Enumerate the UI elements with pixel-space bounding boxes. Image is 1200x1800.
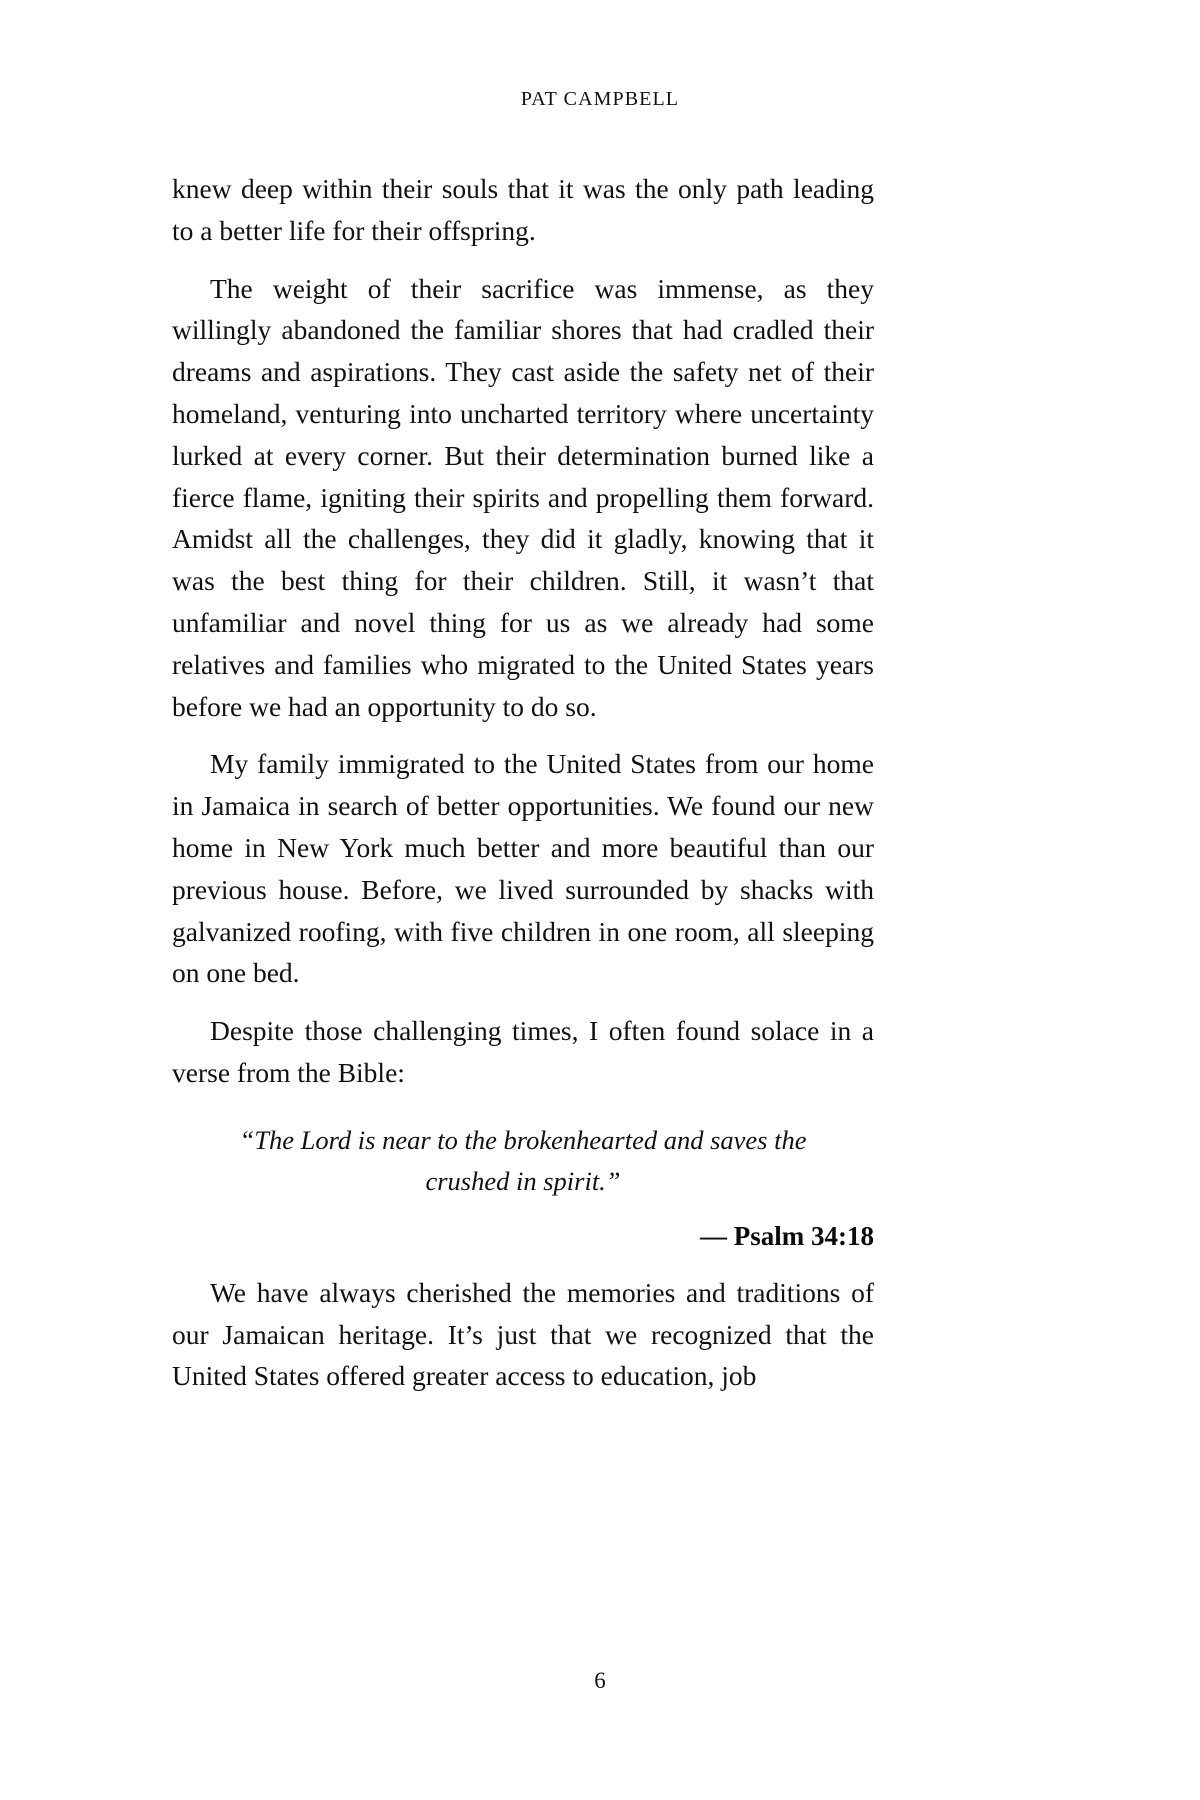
bible-quote-text: “The Lord is near to the brokenhearted and saves the crushed in spirit.” [239, 1124, 807, 1196]
bible-quote-block [172, 1120, 874, 1256]
body-paragraph: The weight of their sacrifice was immense, as they willingly abandoned the familiar shores that had cradled their dreams and aspirations. They cast aside the safety net of their homeland, venturing into uncharted territory where uncertainty lurked at every corner. But their determination burned like a fierce flame, igniting their spirits and propelling them forward. Amidst all the challenges, they did it gladly, knowing that it was the best thing for their children. Still, it wasn’t that unfamiliar and novel thing for us as we already had some relatives and families who migrated to the United States years before we had an opportunity to do so. [172, 272, 874, 722]
body-paragraph: We have always cherished the memories and traditions of our Jamaican heritage. It’s just that we recognized that the United States offered greater access to education, job [172, 1276, 874, 1392]
running-head: PAT CAMPBELL [520, 88, 680, 110]
bible-quote-attribution: — Psalm 34:18 [700, 1220, 874, 1251]
page-number: 6 [594, 1668, 606, 1693]
page-body-text [172, 168, 874, 1399]
body-paragraph: knew deep within their souls that it was the only path leading to a better life for their offspring. [172, 173, 874, 246]
body-paragraph: Despite those challenging times, I often found solace in a verse from the Bible: [172, 1015, 874, 1088]
body-paragraph: My family immigrated to the United States from our home in Jamaica in search of better opportunities. We found our new home in New York much better and more beautiful than our previous house. Before, we lived surrounded by shacks with galvanized roofing, with five children in one room, all sleeping on one bed. [172, 748, 874, 989]
